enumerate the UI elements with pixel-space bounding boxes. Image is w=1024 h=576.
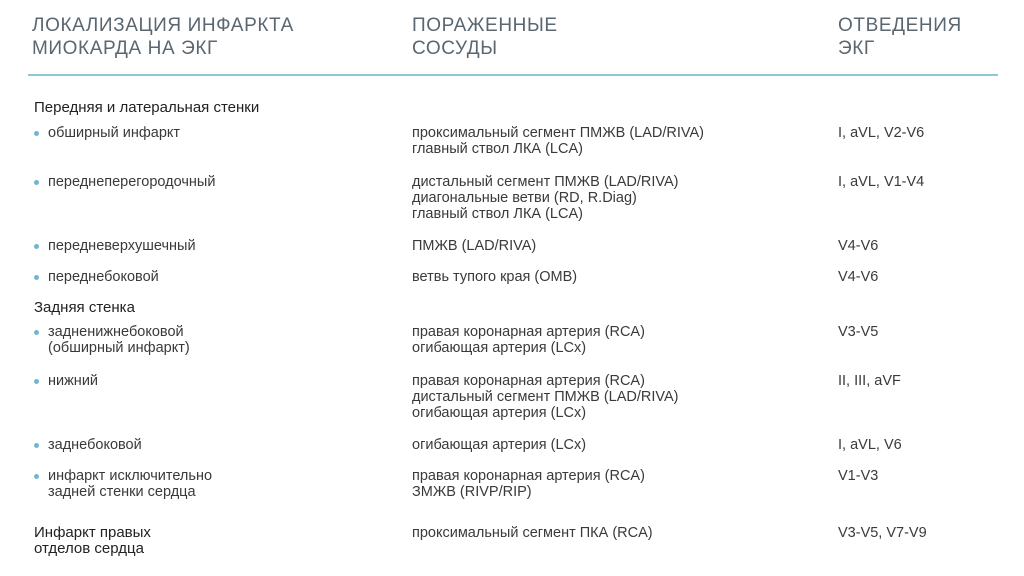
row-leads: I, aVL, V6 [838, 437, 902, 453]
row-leads: V1-V3 [838, 468, 879, 484]
row-leads: V3-V5 [838, 324, 879, 340]
section-anterior-lateral: Передняя и латеральная стенки [34, 99, 260, 116]
row-location: переднебоковой [48, 269, 159, 285]
bullet-icon [34, 443, 39, 448]
row-vessels: правая коронарная артерия (RCA) ЗМЖВ (RIVP/RIP) [412, 468, 645, 500]
row-location: задненижнебоковой (обширный инфаркт) [48, 324, 190, 356]
row-location: заднебоковой [48, 437, 142, 453]
row-vessels: правая коронарная артерия (RCA) огибающая артерия (LCx) [412, 324, 645, 356]
row-location: инфаркт исключительно задней стенки сердца [48, 468, 213, 500]
row-leads: V4-V6 [838, 269, 879, 285]
header-localization: ЛОКАЛИЗАЦИЯ ИНФАРКТА МИОКАРДА НА ЭКГ [32, 15, 294, 59]
row-vessels: ПМЖВ (LAD/RIVA) [412, 238, 537, 254]
row-location: Инфаркт правых отделов сердца [34, 524, 151, 557]
row-location: переднеперегородочный [48, 174, 216, 190]
bullet-icon [34, 474, 39, 479]
row-location: передневерхушечный [48, 238, 196, 254]
bullet-icon [34, 379, 39, 384]
bullet-icon [34, 330, 39, 335]
row-leads: II, III, aVF [838, 373, 901, 389]
row-vessels: огибающая артерия (LCx) [412, 437, 587, 453]
row-vessels: проксимальный сегмент ПКА (RCA) [412, 525, 653, 541]
row-vessels: проксимальный сегмент ПМЖВ (LAD/RIVA) главный ствол ЛКА (LCA) [412, 125, 705, 157]
row-leads: I, aVL, V2-V6 [838, 125, 925, 141]
bullet-icon [34, 275, 39, 280]
row-leads: V3-V5, V7-V9 [838, 525, 927, 541]
row-leads: I, aVL, V1-V4 [838, 174, 925, 190]
header-leads: ОТВЕДЕНИЯ ЭКГ [838, 15, 962, 59]
section-posterior: Задняя стенка [34, 299, 135, 316]
bullet-icon [34, 131, 39, 136]
table-header [0, 0, 1024, 78]
bullet-icon [34, 244, 39, 249]
row-vessels: ветвь тупого края (OMB) [412, 269, 578, 285]
row-leads: V4-V6 [838, 238, 879, 254]
header-vessels: ПОРАЖЕННЫЕ СОСУДЫ [412, 15, 558, 59]
header-divider [28, 74, 998, 76]
row-vessels: дистальный сегмент ПМЖВ (LAD/RIVA) диагональные ветви (RD, R.Diag) главный ствол ЛКА (LCA) [412, 174, 679, 222]
bullet-icon [34, 180, 39, 185]
row-location: нижний [48, 373, 99, 389]
row-location: обширный инфаркт [48, 125, 181, 141]
row-vessels: правая коронарная артерия (RCA) дистальный сегмент ПМЖВ (LAD/RIVA) огибающая артерия (LCx) [412, 373, 679, 421]
